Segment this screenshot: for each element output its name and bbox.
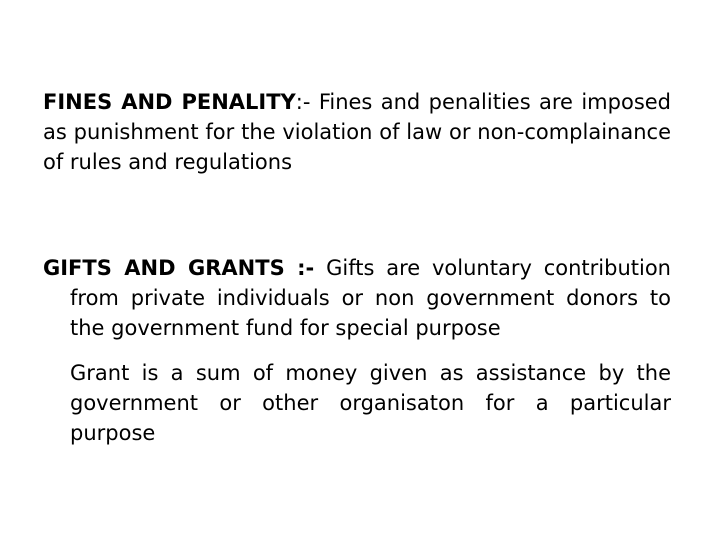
fines-and-penality-paragraph (43, 87, 671, 177)
gifts-term: GIFTS AND GRANTS :- (43, 256, 315, 280)
fines-term: FINES AND PENALITY (43, 90, 296, 114)
grant-definition: Grant is a sum of money given as assistance by the government or other organisaton for a particular purpose (70, 361, 671, 445)
fines-definition: Fines and penalities are imposed as punishment for the violation of law or non-complainance of rules and regulations (43, 90, 672, 174)
gifts-and-grants-paragraph (43, 253, 671, 343)
fines-separator: :- (295, 90, 319, 114)
grant-paragraph (70, 358, 671, 448)
gifts-definition: Gifts are voluntary contribution from private individuals or non government donors to the government fund for special purpose (70, 256, 671, 340)
